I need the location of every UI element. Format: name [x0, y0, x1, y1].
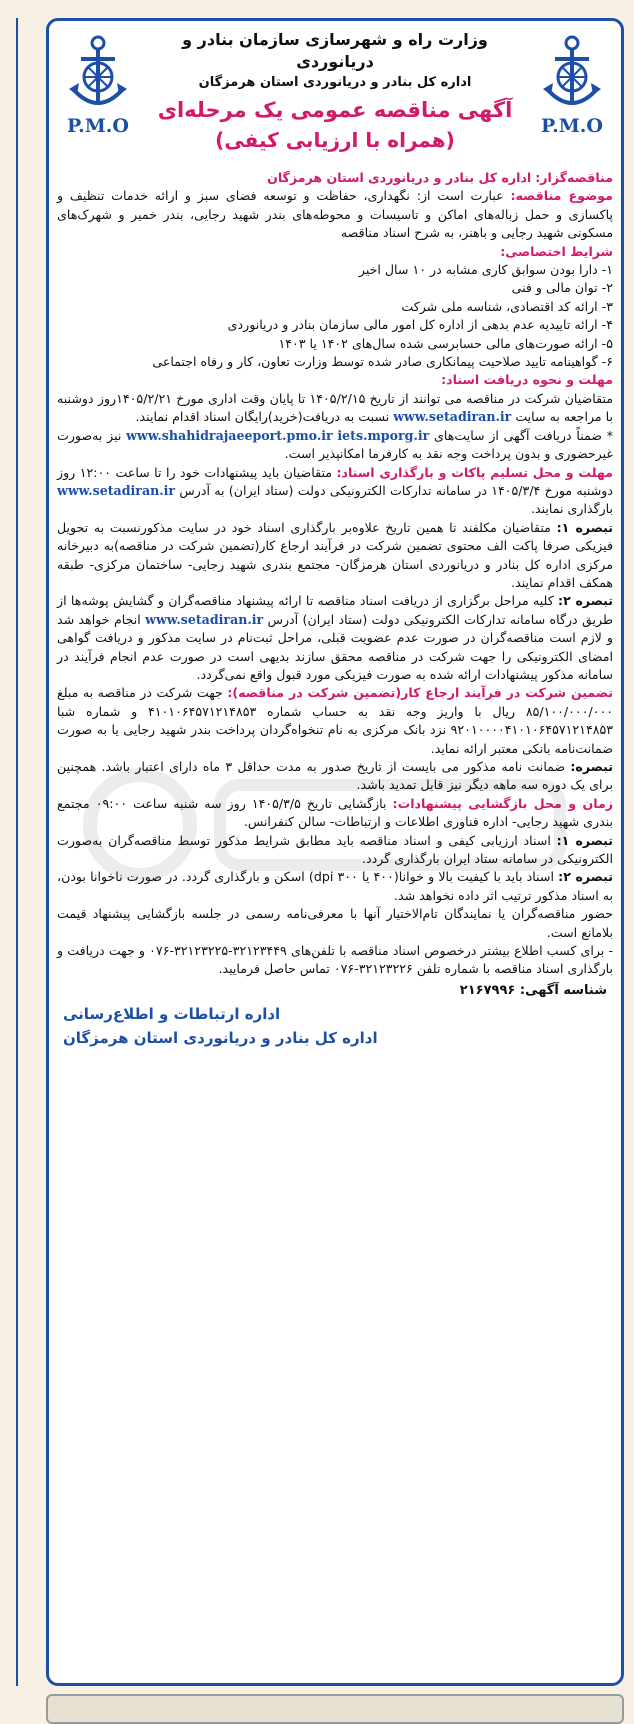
condition-item: ۲- توان مالی و فنی — [511, 280, 613, 296]
submission-paragraph: مهلت و محل تسلیم پاکات و بارگذاری اسناد: متقاضیان باید پیشنهادات خود را تا ساعت ۱۲:۰۰ روز دوشنبه مورخ ۱۴۰۵/۳/۴ در سامانه تدارکات الکترونیکی دولت (ستاد ایران) به آدرس www.setadiran.ir بارگذاری نمایند. — [57, 464, 613, 517]
shahidrajaeeport-link[interactable]: www.shahidrajaeeport.pmo.ir — [126, 427, 333, 443]
iets-link[interactable]: iets.mporg.ir — [337, 427, 430, 443]
setadiran-link[interactable]: www.setadiran.ir — [145, 611, 264, 627]
header-text — [141, 29, 529, 155]
note-2: تبصره ۲: کلیه مراحل برگزاری از دریافت اسناد مناقصه تا ارائه پیشنهاد مناقصه‌گران و گشایش پوشه‌ها از طریق درگاه سامانه تدارکات الکترونیکی دولت (ستاد ایران) آدرس www.setadiran.ir انجام خواهد شد و لازم است مناقصه‌گران در صورت عدم عضویت قبلی، مراحل ثبت‌نام در سایت مذکور و دریافت گواهی امضای الکترونیکی را جهت شرکت در مناقصه محقق سازند بدیهی است در صورت عدم انجام فرآیند در سامانه مذکور پیشنهادات ارائه شده به صورت فیزیکی مورد قبول واقع نمی‌گردد. — [57, 593, 614, 682]
contact-paragraph: - برای کسب اطلاع بیشتر درخصوص اسناد مناقصه با تلفن‌های ۳۲۱۲۳۴۴۹-۳۲۱۲۳۲۲۵-۰۷۶ و جهت دریافت و بارگذاری اسناد مناقصه با شماره تلفن ۳۲۱۲۳۲۲۶-۰۷۶ تماس حاصل فرمایید. — [57, 943, 613, 977]
ministry-name: وزارت راه و شهرسازی سازمان بنادر و دریانوردی — [182, 30, 488, 71]
ad-id: شناسه آگهی: ۲۱۶۷۹۹۶ — [459, 982, 607, 998]
note-4: تبصره ۱: اسناد ارزیابی کیفی و اسناد مناقصه باید مطابق شرایط مذکور توسط مناقصه‌گران به‌صورت الکترونیکی در سامانه ستاد ایران بارگذاری گردد. — [57, 832, 613, 867]
announcement-footer — [49, 979, 621, 1055]
receipt-heading: مهلت و نحوه دریافت اسناد: — [441, 372, 613, 388]
condition-item: ۶- گواهینامه تایید صلاحیت پیمانکاری صادر شده توسط وزارت تعاون، کار و رفاه اجتماعی — [152, 354, 613, 370]
directorate-name: اداره کل بنادر و دریانوردی استان هرمزگان — [198, 75, 472, 90]
setadiran-link[interactable]: www.setadiran.ir — [57, 482, 176, 498]
announcement-header — [49, 21, 621, 169]
tender-announcement — [46, 18, 624, 1686]
condition-item: ۴- ارائه تاییدیه عدم بدهی از اداره کل امور مالی سازمان بنادر و دریانوردی — [227, 317, 613, 333]
announcement-title: آگهی مناقصه عمومی یک مرحله‌ای — [157, 98, 513, 122]
opening-paragraph: زمان و محل بازگشایی پیشنهادات: بازگشایی تاریخ ۱۴۰۵/۳/۵ روز سه شنبه ساعت ۰۹:۰۰ مجتمع بندری شهید رجایی- اداره فناوری اطلاعات و ارتباطات- سالن کنفرانس. — [57, 795, 613, 830]
setadiran-link[interactable]: www.setadiran.ir — [393, 409, 512, 425]
attendance-paragraph: حضور مناقصه‌گران یا نمایندگان تام‌الاختیار آنها با معرفی‌نامه رسمی در جلسه بازگشایی پیشنهاد قیمت بلامانع است. — [57, 906, 613, 940]
previous-column-border — [0, 18, 18, 1686]
pmo-logo-right — [533, 33, 611, 137]
organizer-line: مناقصه‌گزار: اداره کل بنادر و دریانوردی استان هرمزگان — [267, 170, 613, 185]
guarantee-paragraph: تضمین شرکت در فرآیند ارجاع کار(تضمین شرکت در مناقصه): جهت شرکت در مناقصه به مبلغ ۸۵/۱۰۰/۰۰۰/۰۰۰ ریال با واریز وجه نقد به حساب شماره ۴۱۰۱۰۶۴۵۷۱۲۱۴۸۵۳ و شماره شبا ۹۲۰۱۰۰۰۰۴۱۰۱۰۶۴۵۷۱۲۱۴۸۵۳ نزد بانک مرکزی به نام تنخواه‌گردان پرداخت بندر شهید رجایی یا به صورت ضمانت‌نامه بانکی معتبر ارائه نماید. — [57, 685, 614, 756]
note-3: تبصره: ضمانت نامه مذکور می بایست از تاریخ صدور به مدت حداقل ۳ ماه دارای اعتبار باشد. همچنین برای یک دوره سه ماهه دیگر نیز قابل تمدید باشد. — [57, 759, 613, 793]
note-5: تبصره ۲: اسناد باید با کیفیت بالا و خوانا(۴۰۰ یا ۳۰۰ dpi) اسکن و بارگذاری گردد. در صورت ناخوانا بودن، به اسناد مذکور ترتیب اثر داده نخواهد شد. — [57, 869, 614, 903]
announcement-body — [49, 169, 621, 979]
condition-item: ۱- دارا بودن سوابق کاری مشابه در ۱۰ سال اخیر — [358, 262, 613, 278]
office-name-1: اداره ارتباطات و اطلاع‌رسانی — [63, 1004, 281, 1023]
receipt-websites: * ضمناً دریافت آگهی از سایت‌های www.shahidrajaeeport.pmo.ir iets.mporg.ir نیز به‌صورت غیرحضوری و بدون پرداخت وجه نقد به کارفرما امکانپذیر است. — [57, 427, 613, 462]
conditions-heading: شرایط اختصاصی: — [500, 243, 613, 259]
announcement-subtitle: (همراه با ارزیابی کیفی) — [215, 128, 455, 152]
pmo-logo-left — [59, 33, 137, 137]
subject-paragraph: موضوع مناقصه: عبارت است از: نگهداری، حفاظت و توسعه فضای سبز و ارائه خدمات تنظیف و پاکسازی و حمل زباله‌های اماکن و تاسیسات و محوطه‌های بندر شهید رجایی، بندر خمیر و شهرک‌های مسکونی شهید رجایی و باهنر، به شرح اسناد مناقصه — [57, 188, 613, 241]
logo-text: P.M.O — [67, 115, 129, 137]
office-name-2: اداره کل بنادر و دریانوردی استان هرمزگان — [63, 1028, 378, 1047]
logo-text: P.M.O — [541, 115, 603, 137]
anchor-icon — [67, 33, 129, 113]
condition-item: ۵- ارائه صورت‌های مالی حسابرسی شده سال‌های ۱۴۰۲ یا ۱۴۰۳ — [278, 335, 613, 351]
condition-item: ۳- ارائه کد اقتصادی، شناسه ملی شرکت — [401, 298, 613, 314]
receipt-paragraph: متقاضیان شرکت در مناقصه می توانند از تاریخ ۱۴۰۵/۲/۱۵ تا پایان وقت اداری مورخ ۱۴۰۵/۲/۲۱روز دوشنبه با مراجعه به سایت www.setadiran.ir نسبت به دریافت(خرید)رایگان اسناد اقدام نمایند. — [57, 390, 613, 425]
anchor-icon — [541, 33, 603, 113]
note-1: تبصره ۱: متقاضیان مکلفند تا همین تاریخ علاوه‌بر بارگذاری اسناد خود در سایت مذکورنسبت به تحویل فیزیکی صرفا پاکت الف محتوی تضمین شرکت در فرآیند ارجاع کار(تضمین شرکت در مناقصه)به دبیرخانه مرکزی اداره کل بنادر و دریانوردی استان هرمزگان- مجتمع بندری شهید رجایی- ساختمان مرکزی- طبقه همکف اقدام نمایند. — [57, 519, 613, 590]
